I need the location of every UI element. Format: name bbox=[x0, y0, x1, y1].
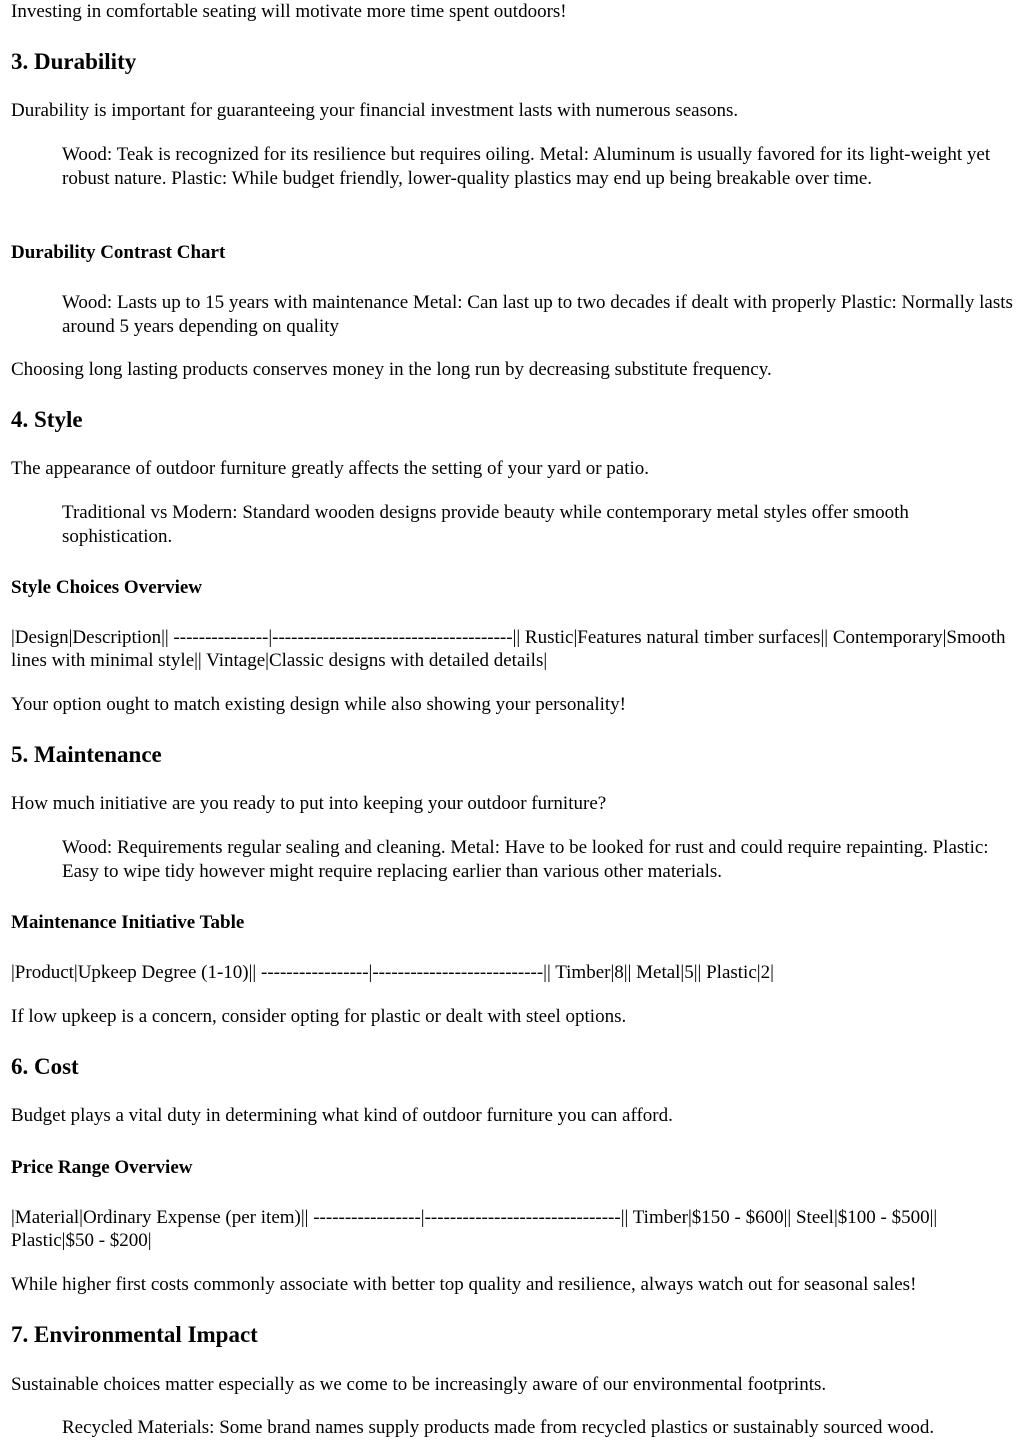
blockquote-durability-materials: Wood: Teak is recognized for its resilience but requires oiling. Metal: Aluminum is usually favored for its light-weight yet robust nature. Plastic: While budget friendly, lower-quality plastics may end up being breakable over time. bbox=[62, 144, 991, 189]
blockquote-recycled-materials: Recycled Materials: Some brand names supply products made from recycled plastics or sustainably sourced wood. bbox=[62, 1417, 935, 1438]
subheading-price-range: Price Range Overview bbox=[11, 1157, 193, 1178]
paragraph-maintenance-lead: How much initiative are you ready to put into keeping your outdoor furniture? bbox=[11, 793, 607, 814]
paragraph-cost-closing: While higher first costs commonly associate with better top quality and resilience, always watch out for seasonal sales! bbox=[11, 1274, 917, 1295]
paragraph-style-closing: Your option ought to match existing design while also showing your personality! bbox=[11, 694, 626, 715]
heading-durability: 3. Durability bbox=[11, 49, 137, 74]
heading-style: 4. Style bbox=[11, 407, 83, 432]
paragraph-maintenance-closing: If low upkeep is a concern, consider opting for plastic or dealt with steel options. bbox=[11, 1006, 627, 1027]
paragraph-price-table-text: |Material|Ordinary Expense (per item)|| -----------------|-------------------------------|| Timber|$150 - $600|| Steel|$100 - $500|| Plastic|$50 - $200| bbox=[11, 1207, 938, 1251]
subheading-style-overview: Style Choices Overview bbox=[11, 577, 203, 598]
paragraph-style-table-text: |Design|Description|| ---------------|--------------------------------------|| Rustic|Features natural timber surfaces|| Contemporary|Smooth lines with minimal style|| Vintage|Classic designs with detailed details| bbox=[11, 627, 1006, 671]
paragraph-style-lead: The appearance of outdoor furniture greatly affects the setting of your yard or patio. bbox=[11, 458, 650, 479]
blockquote-maintenance-materials: Wood: Requirements regular sealing and cleaning. Metal: Have to be looked for rust and could require repainting. Plastic: Easy to wipe tidy however might require replacing earlier than various other materials. bbox=[62, 837, 989, 882]
paragraph-environmental-lead: Sustainable choices matter especially as we come to be increasingly aware of our environmental footprints. bbox=[11, 1374, 827, 1395]
subheading-durability-chart: Durability Contrast Chart bbox=[11, 242, 226, 263]
blockquote-style-comparison: Traditional vs Modern: Standard wooden designs provide beauty while contemporary metal styles offer smooth sophistication. bbox=[62, 502, 909, 547]
blockquote-durability-lifespans: Wood: Lasts up to 15 years with maintenance Metal: Can last up to two decades if dealt with properly Plastic: Normally lasts around 5 years depending on quality bbox=[62, 292, 1013, 337]
subheading-maintenance-table: Maintenance Initiative Table bbox=[11, 912, 245, 933]
heading-cost: 6. Cost bbox=[11, 1054, 79, 1079]
paragraph-intro-tail: Investing in comfortable seating will motivate more time spent outdoors! bbox=[11, 1, 567, 22]
paragraph-cost-lead: Budget plays a vital duty in determining what kind of outdoor furniture you can afford. bbox=[11, 1105, 673, 1126]
paragraph-durability-lead: Durability is important for guaranteeing your financial investment lasts with numerous seasons. bbox=[11, 100, 739, 121]
paragraph-durability-closing: Choosing long lasting products conserves money in the long run by decreasing substitute frequency. bbox=[11, 359, 772, 380]
heading-environmental-impact: 7. Environmental Impact bbox=[11, 1322, 258, 1347]
heading-maintenance: 5. Maintenance bbox=[11, 742, 162, 767]
paragraph-maintenance-table-text: |Product|Upkeep Degree (1-10)|| -----------------|---------------------------|| Timber|8|| Metal|5|| Plastic|2| bbox=[11, 962, 774, 983]
